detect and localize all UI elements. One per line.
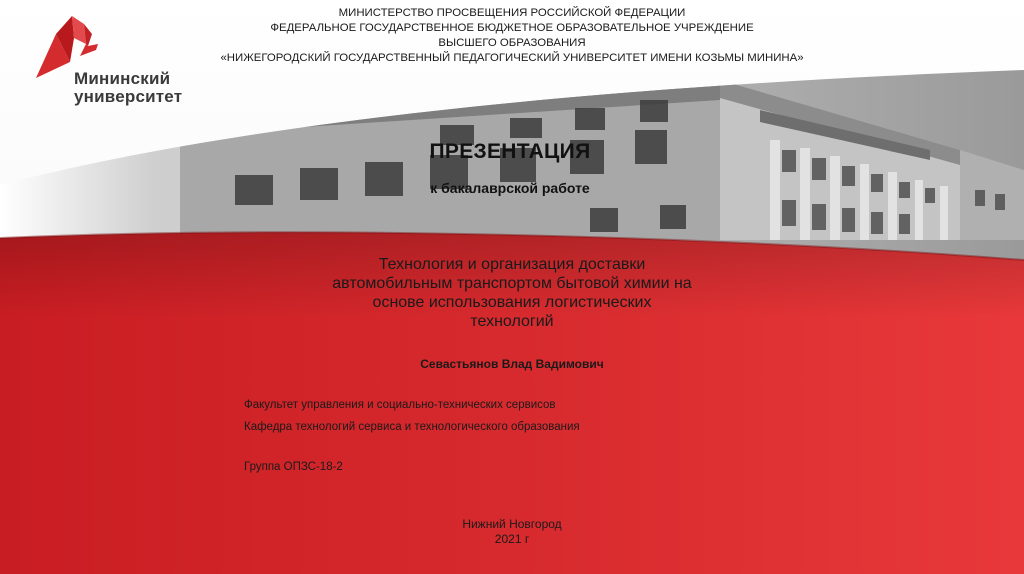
header-line-4: «НИЖЕГОРОДСКИЙ ГОСУДАРСТВЕННЫЙ ПЕДАГОГИЧЕСКИЙ УНИВЕРСИТЕТ ИМЕНИ КОЗЬМЫ МИНИНА» bbox=[220, 52, 804, 64]
year-text: 2021 г bbox=[494, 532, 530, 546]
header-line-1: МИНИСТЕРСТВО ПРОСВЕЩЕНИЯ РОССИЙСКОЙ ФЕДЕРАЦИИ bbox=[338, 7, 686, 19]
topic-line-1: Технология и организация доставки bbox=[378, 256, 646, 273]
city-text: Нижний Новгород bbox=[462, 517, 562, 531]
header-line-3: ВЫСШЕГО ОБРАЗОВАНИЯ bbox=[438, 37, 586, 49]
department-text: Кафедра технологий сервиса и технологического образования bbox=[244, 421, 580, 433]
thesis-topic bbox=[272, 255, 752, 331]
topic-line-3: основе использования логистических bbox=[372, 294, 652, 311]
topic-line-2: автомобильным транспортом бытовой химии на bbox=[332, 275, 692, 292]
presentation-title: ПРЕЗЕНТАЦИЯ bbox=[429, 140, 591, 163]
group-text: Группа ОПЗС-18-2 bbox=[244, 461, 343, 473]
ministry-header bbox=[200, 6, 824, 66]
faculty-text: Факультет управления и социально-технических сервисов bbox=[244, 399, 556, 411]
logo-line-1: Мининский bbox=[74, 69, 171, 88]
logo-line-2: университет bbox=[74, 87, 183, 106]
city-year-footer bbox=[412, 517, 612, 547]
author-name: Севастьянов Влад Вадимович bbox=[420, 357, 604, 371]
presentation-subtitle: к бакалаврской работе bbox=[430, 180, 590, 196]
header-line-2: ФЕДЕРАЛЬНОЕ ГОСУДАРСТВЕННОЕ БЮДЖЕТНОЕ ОБРАЗОВАТЕЛЬНОЕ УЧРЕЖДЕНИЕ bbox=[270, 22, 754, 34]
topic-line-4: технологий bbox=[470, 313, 554, 330]
logo-wordmark bbox=[74, 70, 182, 106]
